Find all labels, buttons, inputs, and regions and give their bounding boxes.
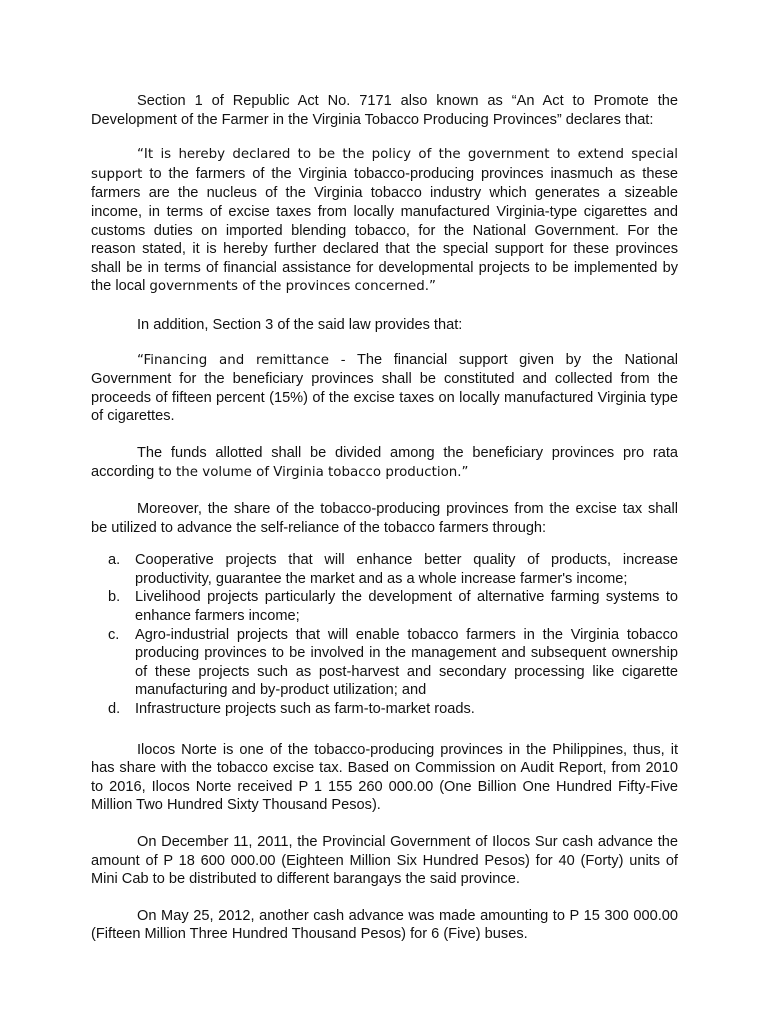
list-item-text: Infrastructure projects such as farm-to-market roads. xyxy=(135,701,475,718)
section3-quote-continued-tail: to the volume of Virginia tobacco production.” xyxy=(158,464,469,480)
section3-quote-continued-body: The funds allotted shall be divided among the beneficiary provinces pro rata according xyxy=(91,444,678,480)
document-body xyxy=(91,92,678,944)
section1-quote-lead: “It is hereby declared to be the policy of the government to extend special support xyxy=(91,147,678,182)
list-item xyxy=(108,588,678,625)
list-item xyxy=(108,626,678,700)
intro-paragraph: Section 1 of Republic Act No. 7171 also known as “An Act to Promote the Development of the Farmer in the Virginia Tobacco Producing Provinces” declares that: xyxy=(91,93,678,128)
list-marker: a. xyxy=(108,552,121,569)
section3-quote-lead: “Financing and remittance - xyxy=(137,352,346,368)
section1-quote-body: to the farmers of the Virginia tobacco-producing provinces inasmuch as these farmers are the nucleus of the Virginia tobacco industry which generates a sizeable income, in terms of excise taxes from locally manufactured Virginia-type cigarettes and customs duties on imported blending tobacco, for the National Government. For the reason stated, it is hereby further declared that the special support for these provinces shall be in terms of financial assistance for developmental projects to be implemented by the local xyxy=(91,165,678,295)
section1-quote-tail: governments of the provinces concerned.” xyxy=(149,279,436,295)
section1-quote xyxy=(91,145,678,297)
list-marker: b. xyxy=(108,589,121,606)
list-marker: d. xyxy=(108,701,121,718)
moreover-paragraph: Moreover, the share of the tobacco-producing provinces from the excise tax shall be utilized to advance the self-reliance of the tobacco farmers through: xyxy=(91,501,678,536)
may-2012-paragraph: On May 25, 2012, another cash advance was made amounting to P 15 300 000.00 (Fifteen Million Three Hundred Thousand Pesos) for 6 (Five) buses. xyxy=(91,907,678,943)
section3-quote xyxy=(91,351,678,426)
section3-quote-body: The financial support given by the National Government for the beneficiary provinces shall be constituted and collected from the proceeds of fifteen percent (15%) of the excise taxes on locally manufactured Virginia type of cigarettes. xyxy=(91,351,678,425)
section3-intro: In addition, Section 3 of the said law provides that: xyxy=(137,316,463,333)
list-item-text: Livelihood projects particularly the development of alternative farming systems to enhance farmers income; xyxy=(135,589,678,625)
list-marker: c. xyxy=(108,626,120,643)
list-item xyxy=(108,700,678,719)
december-2011-paragraph: On December 11, 2011, the Provincial Government of Ilocos Sur cash advance the amount of P 18 600 000.00 (Eighteen Million Six Hundred Pesos) for 40 (Forty) units of Mini Cab to be distributed to different barangays the said province. xyxy=(91,834,678,888)
projects-list xyxy=(91,551,678,718)
list-item-text: Cooperative projects that will enhance better quality of products, increase productivity, guarantee the market and as a whole increase farmer's income; xyxy=(135,552,678,587)
list-item xyxy=(108,551,678,588)
ilocos-norte-paragraph: Ilocos Norte is one of the tobacco-producing provinces in the Philippines, thus, it has share with the tobacco excise tax. Based on Commission on Audit Report, from 2010 to 2016, Ilocos Norte received P 1 155 260 000.00 (One Billion One Hundred Fifty-Five Million Two Hundred Sixty Thousand Pesos). xyxy=(91,741,678,814)
list-item-text: Agro-industrial projects that will enable tobacco farmers in the Virginia tobacco producing provinces to be involved in the management and subsequent ownership of these projects such as post-harvest and secondary processing like cigarette manufacturing and by-product utilization; and xyxy=(135,626,678,699)
section3-quote-continued xyxy=(91,444,678,482)
